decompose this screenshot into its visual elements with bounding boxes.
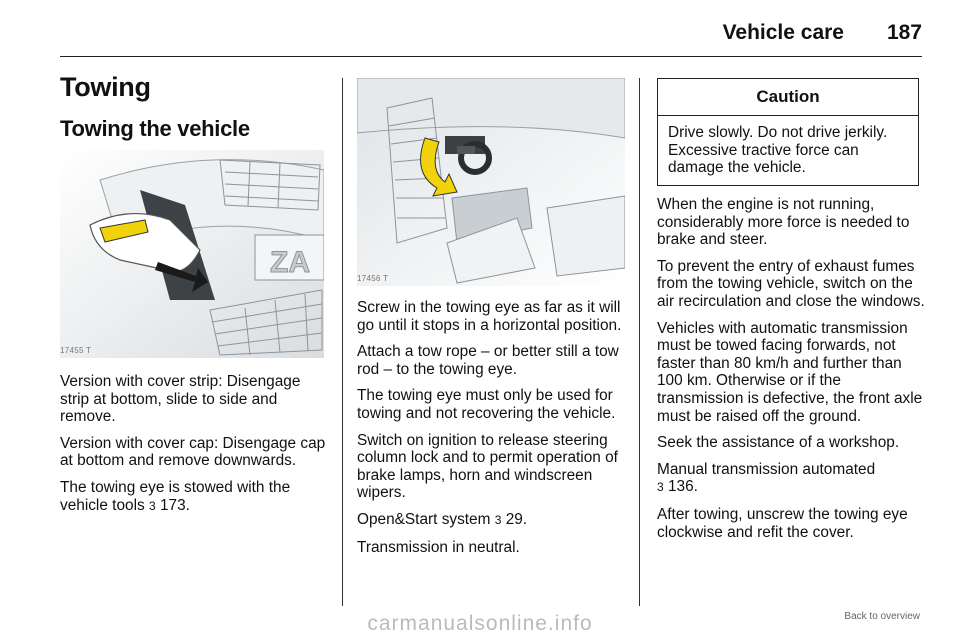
bumper-illustration — [60, 150, 324, 358]
paragraph: After towing, unscrew the towing eye clockwise and refit the cover. — [657, 505, 908, 541]
sub-heading: Towing the vehicle — [60, 116, 250, 141]
page-header — [60, 14, 922, 57]
paragraph: Version with cover strip: Disengage strip at bottom, slide to side and remove. — [60, 373, 301, 426]
caution-title: Caution — [658, 79, 918, 116]
paragraph-with-reference: The towing eye is stowed with the vehicle tools 3 173. — [60, 478, 291, 514]
page-reference[interactable]: 173. — [159, 496, 190, 514]
license-plate: ZA — [270, 246, 310, 279]
back-to-overview-link[interactable]: Back to overview — [844, 611, 920, 622]
paragraph: Attach a tow rope – or better still a tow rod – to the towing eye. — [357, 343, 619, 378]
section-title: Vehicle care — [722, 21, 844, 44]
paragraph: Transmission in neutral. — [357, 538, 520, 556]
towing-eye-illustration — [357, 78, 625, 286]
page-reference[interactable]: 29. — [505, 510, 528, 528]
page-reference[interactable]: 136. — [667, 478, 698, 496]
paragraph: The towing eye must only be used for towing and not recovering the vehicle. — [357, 387, 616, 422]
column-left — [60, 373, 328, 524]
paragraph: When the engine is not running, considerably more force is needed to brake and steer. — [657, 196, 910, 249]
column-right — [657, 196, 925, 550]
figure-towing-eye — [357, 78, 625, 286]
caution-box — [657, 78, 919, 186]
paragraph-with-reference: Open&Start system 3 29. — [357, 510, 528, 528]
figure-code: 17456 T — [357, 274, 389, 283]
paragraph: To prevent the entry of exhaust fumes from the towing vehicle, switch on the air recirculation and close the windows. — [657, 257, 925, 310]
column-divider — [342, 78, 343, 606]
figure-cover-removal — [60, 150, 324, 358]
page-reference-icon: 3 — [657, 480, 664, 495]
page-reference-icon: 3 — [148, 498, 156, 513]
column-divider — [639, 78, 640, 606]
caution-text: Drive slowly. Do not drive jerkily. Excessive tractive force can damage the vehicle. — [668, 124, 888, 177]
column-middle — [357, 299, 627, 565]
figure-code: 17455 T — [60, 346, 92, 355]
paragraph: Version with cover cap: Disengage cap at bottom and remove downwards. — [60, 434, 326, 470]
paragraph: Screw in the towing eye as far as it will go until it stops in a horizontal position. — [357, 299, 622, 334]
paragraph: Switch on ignition to release steering column lock and to permit operation of brake lamps, horn and windscreen wipers. — [357, 431, 618, 502]
watermark: carmanualsonline.info — [367, 612, 593, 635]
paragraph-with-reference: Manual transmission automated 3 136. — [657, 460, 876, 496]
page-number: 187 — [886, 21, 922, 44]
page-reference-icon: 3 — [494, 512, 502, 527]
paragraph: Vehicles with automatic transmission must be towed facing forwards, not faster than 80 km/h and further than 100 km. Otherwise or if the transmission is defective, the front axle must be raised off the ground. — [657, 319, 923, 425]
paragraph: Seek the assistance of a workshop. — [657, 434, 900, 452]
page-heading: Towing — [60, 72, 151, 102]
